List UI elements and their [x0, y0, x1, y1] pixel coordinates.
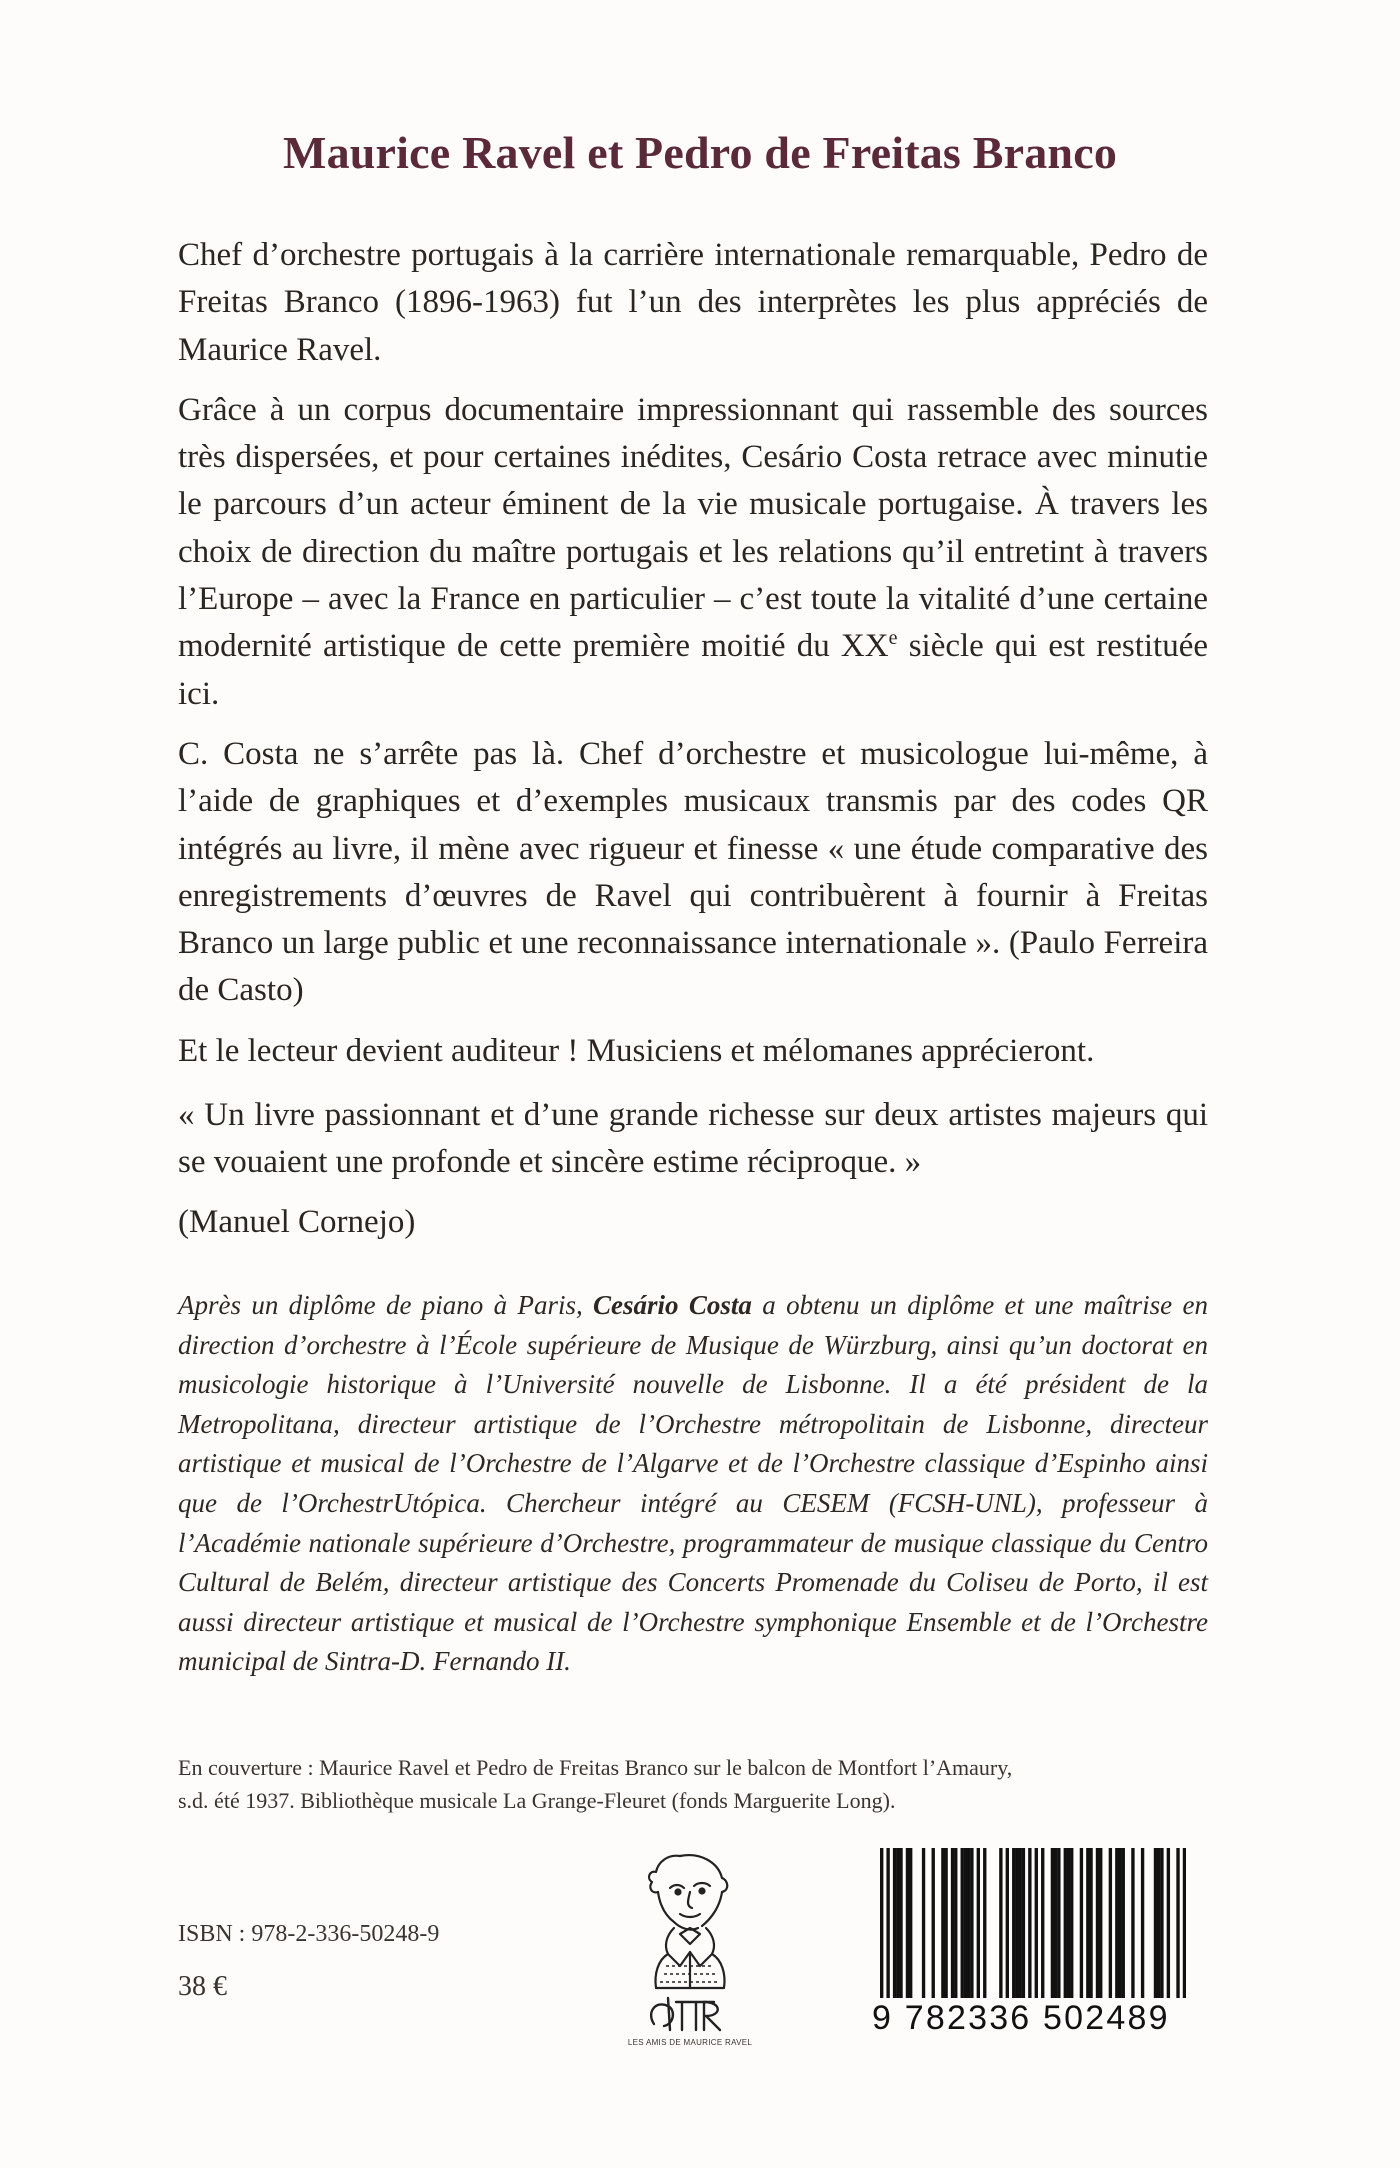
barcode-bar: [1115, 1848, 1118, 1998]
barcode-bar: [906, 1848, 909, 1998]
barcode-bar: [977, 1848, 980, 1998]
barcode-guard-bar: [1028, 1848, 1031, 2010]
barcode-bar: [1099, 1848, 1102, 1998]
summary-paragraph-2: Grâce à un corpus documentaire impressionnant qui rassemble des sources très dispersées, et pour certaines inédites, Cesário Costa retrace avec minutie le parcours d’un acteur éminent de la vie musicale portugaise. À travers les choix de direction du maître portugais et les relations qu’il entretint à travers l’Europe – avec la France en particulier – c’est toute la vitalité d’une certaine modernité artistique de cette première moitié du XXe siècle qui est restituée ici.: [178, 391, 1208, 712]
barcode-bar: [954, 1848, 957, 1998]
author-name: Cesário Costa: [593, 1290, 752, 1320]
barcode-bar: [1096, 1848, 1099, 1998]
barcode-bar: [1022, 1848, 1025, 1998]
author-bio: Après un diplôme de piano à Paris, Cesário Costa a obtenu un diplôme et une maîtrise en direction d’orchestre à l’École supérieure de Musique de Würzburg, ainsi qu’un doctorat en musicologie historique à l’Université nouvelle de Lisbonne. Il a été président de la Metropolitana, directeur artistique de l’Orchestre métropolitain de Lisbonne, directeur artistique et musical de l’Orchestre de l’Algarve et de l’Orchestre classique d’Espinho ainsi que de l’OrchestrUtópica. Chercheur intégré au CESEM (FCSH-UNL), professeur à l’Académie nationale supérieure d’Orchestre, programmateur de musique classique du Centro Cultural de Belém, directeur artistique des Concerts Promenade du Coliseu de Porto, il est aussi directeur artistique et musical de l’Orchestre symphonique Ensemble et de l’Orchestre municipal de Sintra-D. Fernando II.: [178, 1290, 1208, 1677]
isbn: ISBN : 978-2-336-50248-9: [178, 1921, 440, 1947]
barcode-bar: [1019, 1848, 1022, 1998]
quote-text: « Un livre passionnant et d’une grande richesse sur deux artistes majeurs qui se vouaient une profonde et sincère estime réciproque. »: [178, 1097, 1208, 1180]
barcode-bar: [1157, 1848, 1160, 1998]
ean13-barcode-icon: [880, 1848, 1186, 2010]
barcode-guard-bar: [886, 1848, 889, 2010]
barcode-bar: [1064, 1848, 1067, 1998]
quote-author: (Manuel Cornejo): [178, 1204, 416, 1240]
barcode-bar: [967, 1848, 970, 1998]
logo-caption: LES AMIS DE MAURICE RAVEL: [627, 2038, 753, 2047]
barcode-bar: [961, 1848, 964, 1998]
barcode-bar: [932, 1848, 935, 1998]
cover-credit-line-1: En couverture : Maurice Ravel et Pedro de Freitas Branco sur le balcon de Montfort l’Amaury,: [178, 1755, 1013, 1780]
review-quote: [178, 1092, 1208, 1246]
barcode-bar: [1160, 1848, 1163, 1998]
barcode-bar: [1086, 1848, 1089, 1998]
cover-credit-line-2: s.d. été 1937. Bibliothèque musicale La Grange-Fleuret (fonds Marguerite Long).: [178, 1788, 896, 1813]
barcode-bar: [1070, 1848, 1073, 1998]
barcode-bar: [1089, 1848, 1092, 1998]
summary-paragraph-3: C. Costa ne s’arrête pas là. Chef d’orchestre et musicologue lui-même, à l’aide de graphiques et d’exemples musicaux transmis par des codes QR intégrés au livre, il mène avec rigueur et finesse « une étude comparative des enregistrements d’œuvres de Ravel qui contribuèrent à fournir à Freitas Branco un large public et une reconnaissance internationale ». (Paulo Ferreira de Casto): [178, 735, 1208, 1009]
barcode-bar: [1041, 1848, 1044, 1998]
barcode-bar: [1154, 1848, 1157, 1998]
barcode-bar: [896, 1848, 899, 1998]
barcode-bar: [893, 1848, 896, 1998]
superscript: e: [888, 627, 898, 650]
barcode-bar: [970, 1848, 973, 1998]
barcode-bar: [1057, 1848, 1060, 1998]
cover-credit: [178, 1751, 1218, 1817]
price: 38 €: [178, 1971, 227, 2002]
barcode-bar: [999, 1848, 1002, 1998]
barcode-bar: [1054, 1848, 1057, 1998]
barcode-bar: [1141, 1848, 1144, 1998]
barcode-bar: [1015, 1848, 1018, 1998]
barcode-bar: [1067, 1848, 1070, 1998]
barcode-bar: [1109, 1848, 1112, 1998]
summary-paragraph-4: Et le lecteur devient auditeur ! Musiciens et mélomanes apprécieront.: [178, 1032, 1095, 1069]
barcode-bar: [944, 1848, 947, 1998]
barcode-guard-bar: [1035, 1848, 1038, 2010]
barcode-digits: 9 782336 502489: [872, 1998, 1192, 2038]
barcode-bar: [1118, 1848, 1121, 1998]
barcode-bar: [964, 1848, 967, 1998]
barcode-bar: [1122, 1848, 1125, 1998]
barcode-bar: [1167, 1848, 1170, 1998]
summary-text: [178, 232, 1208, 1088]
book-title: Maurice Ravel et Pedro de Freitas Branco: [282, 127, 1118, 178]
barcode-bar: [941, 1848, 944, 1998]
barcode-bar: [1006, 1848, 1009, 1998]
barcode-bar: [1080, 1848, 1083, 1998]
summary-paragraph-1: Chef d’orchestre portugais à la carrière internationale remarquable, Pedro de Freitas Branco (1896-1963) fut l’un des interprètes les plus appréciés de Maurice Ravel.: [178, 237, 1208, 368]
barcode-guard-bar: [880, 1848, 883, 2010]
ravel-caricature-logo-icon: [610, 1848, 770, 2048]
barcode-bar: [899, 1848, 902, 1998]
barcode-bar: [1131, 1848, 1134, 1998]
barcode-bar: [1051, 1848, 1054, 1998]
barcode-guard-bar: [1183, 1848, 1186, 2010]
barcode-bar: [983, 1848, 986, 1998]
barcode-bar: [1012, 1848, 1015, 1998]
barcode-bar: [922, 1848, 925, 1998]
barcode-guard-bar: [1176, 1848, 1179, 2010]
barcode-bar: [909, 1848, 912, 1998]
barcode-bar: [951, 1848, 954, 1998]
